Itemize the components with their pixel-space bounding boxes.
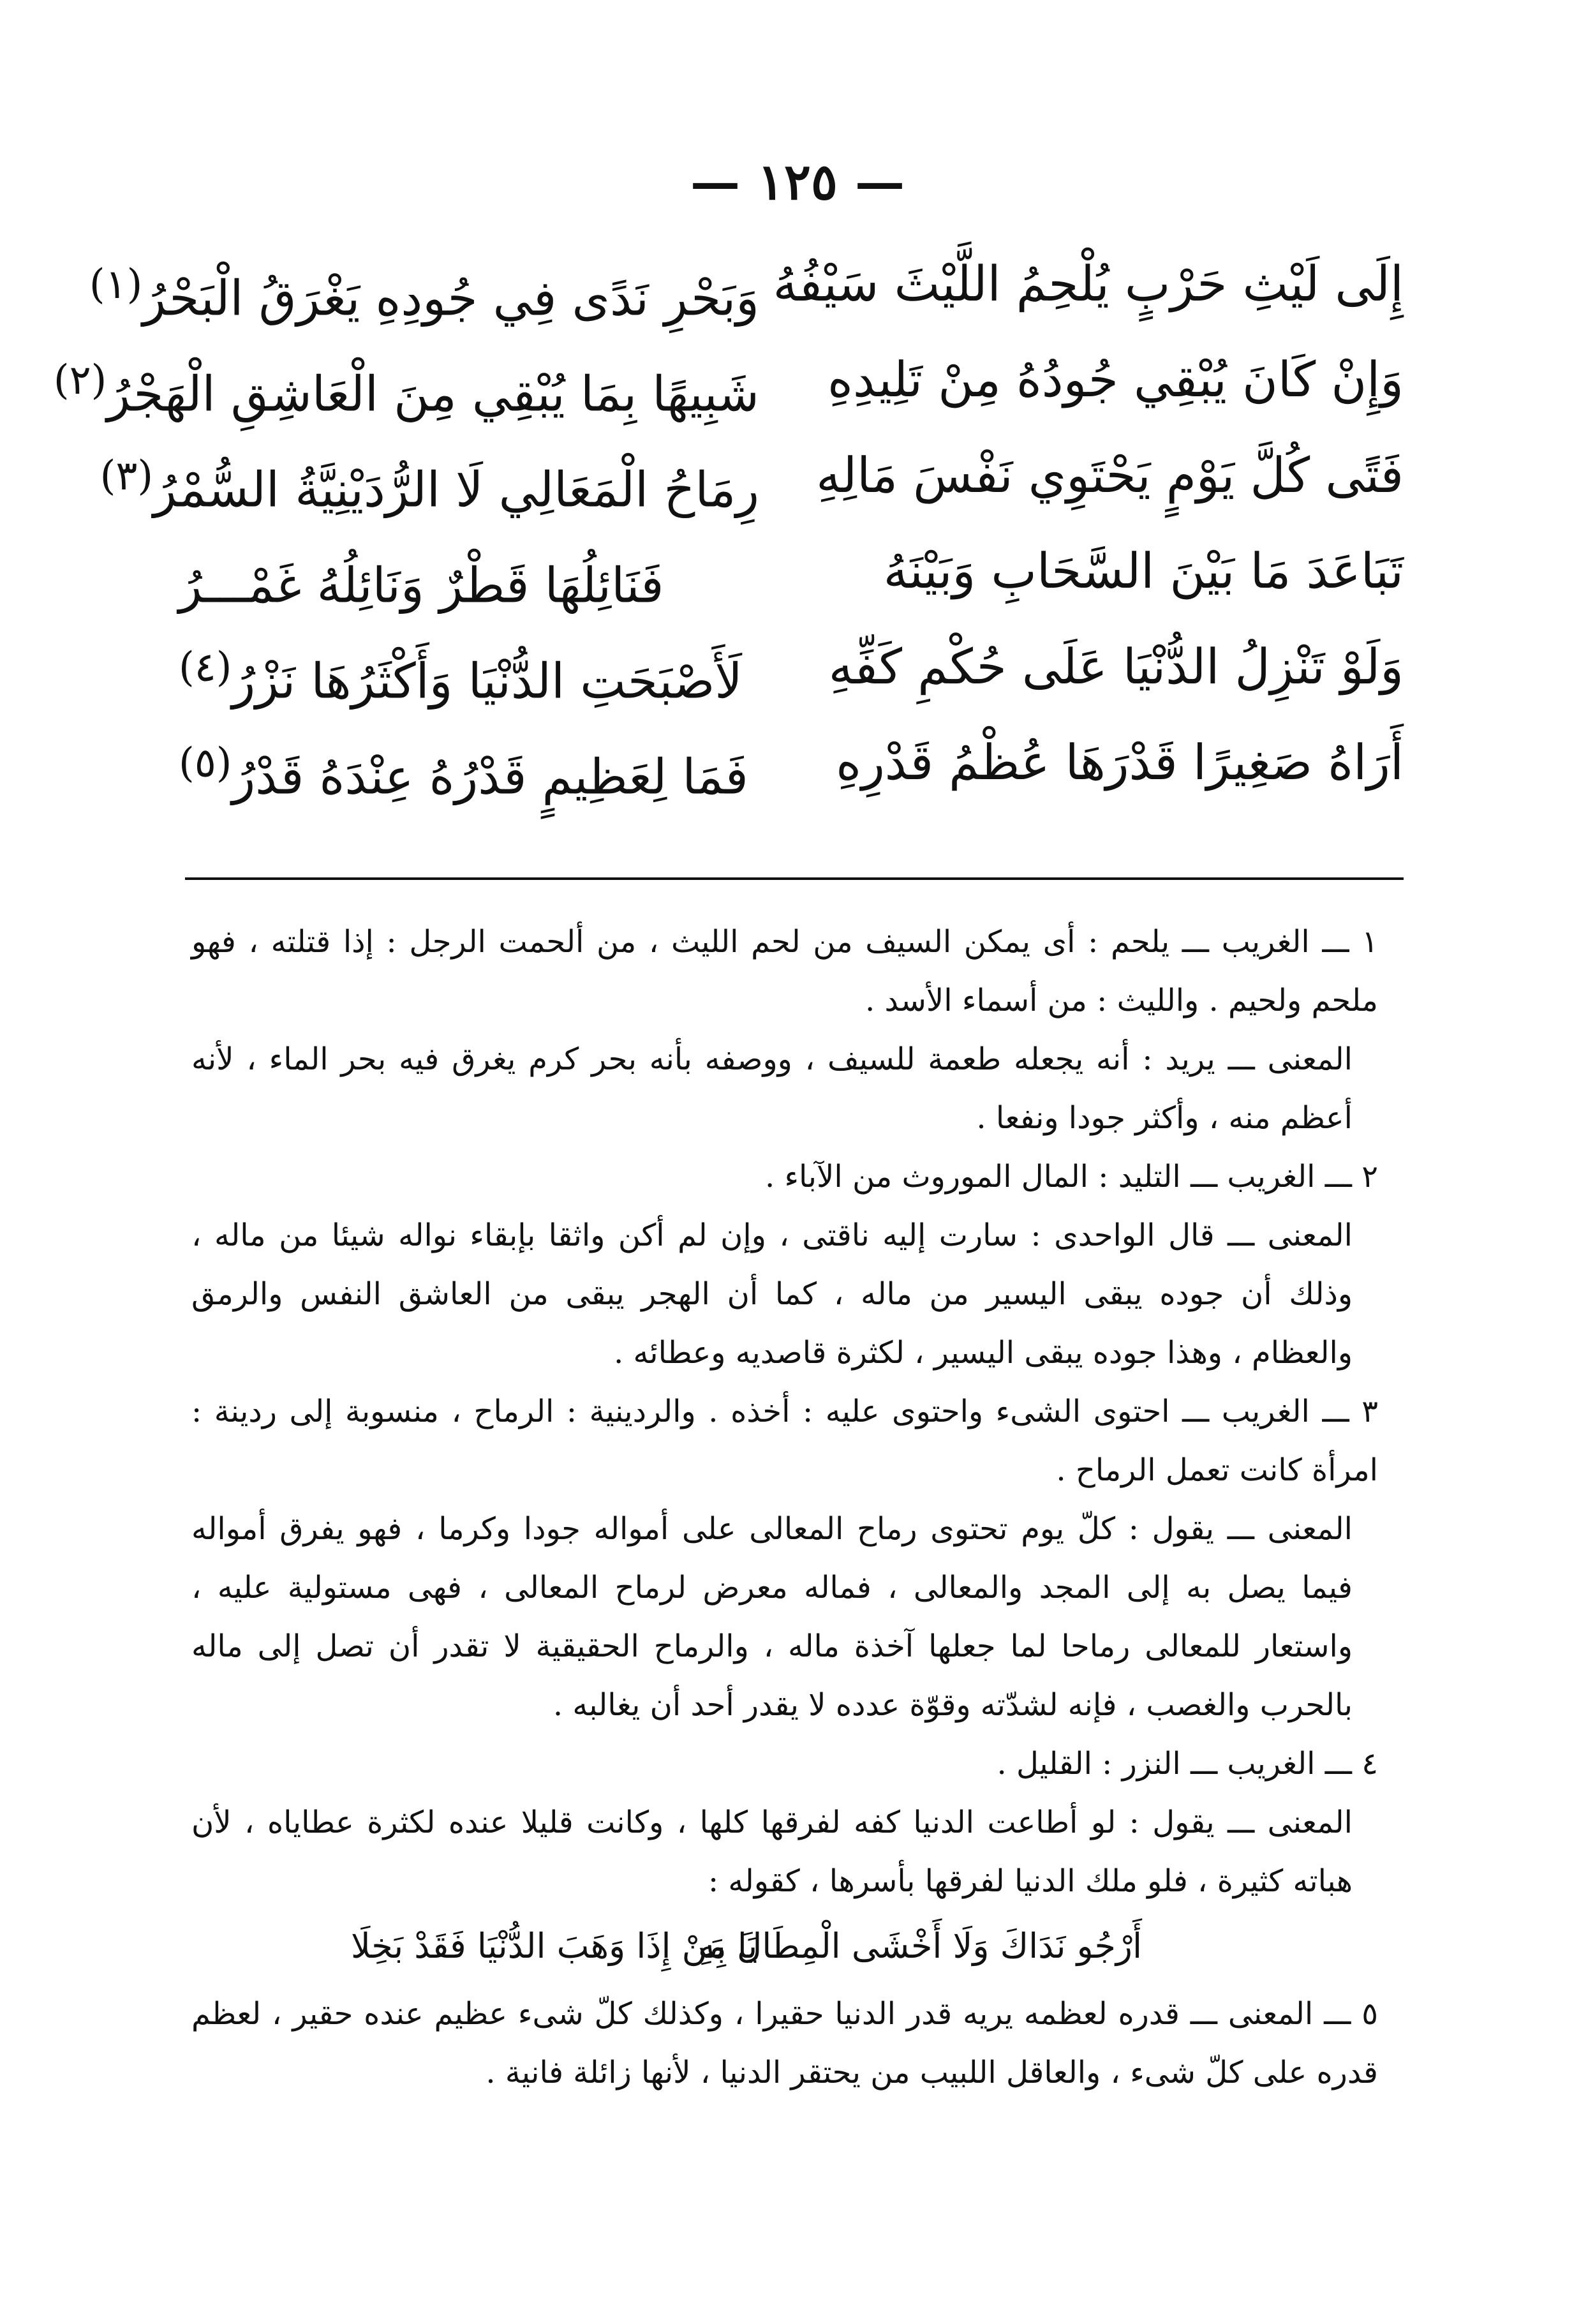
verse-first-hemistich: وَإِنْ كَانَ يُبْقِي جُودُهُ مِنْ تَلِيدِهِ (827, 351, 1404, 408)
quoted-verse-second: يَا مَنْ إِذَا وَهَبَ الدُّنْيَا فَقَدْ بَخِلَا (351, 1926, 758, 1966)
verse-second-hemistich (100, 440, 759, 525)
footnote-marker: (١) (89, 260, 143, 308)
verse-first-hemistich: إِلَى لَيْثِ حَرْبٍ يُلْحِمُ اللَّيْثَ سَيْفُهُ (773, 255, 1404, 312)
note-4-gharib: ٤ ـــ الغريب ـــ النزر : القليل . (997, 1746, 1378, 1782)
verse-second-text: وَبَحْرِ نَدًى فِي جُودِهِ يَغْرَقُ الْبَحْرُ (142, 269, 759, 327)
verse-first-hemistich: تَبَاعَدَ مَا بَيْنَ السَّحَابِ وَبَيْنَهُ (883, 542, 1404, 599)
footnote-marker: (٢) (53, 356, 107, 403)
verse (179, 530, 1404, 625)
verse-second-hemistich (89, 249, 759, 333)
note-4-meaning: المعنى ـــ يقول : لو أطاعت الدنيا كفه لفرقها كلها ، وكانت قليلا عنده لكثرة عطاياه ، لأن هباته كثيرة ، فلو ملك الدنيا لفرقها بأسرها ، كقوله : (191, 1805, 1353, 1899)
verse-second-hemistich (179, 632, 759, 716)
footnotes (191, 912, 1378, 2102)
verse (89, 242, 1404, 338)
footnote-marker: (٣) (100, 452, 154, 499)
note-2-meaning: المعنى ـــ قال الواحدى : سارت إليه ناقتى ، وإن لم أكن واثقا بإبقاء نواله شيئا من ماله ، وذلك أن جوده يبقى اليسير من ماله ، كما أن الهجر يبقى من العاشق النفس والرمق والعظام ، وهذا جوده يبقى اليسير ، لكثرة قاصديه وعطائه . (191, 1218, 1353, 1371)
verse-first-hemistich: فَتًى كُلَّ يَوْمٍ يَحْتَوِي نَفْسَ مَالِهِ (816, 447, 1404, 503)
note-3-meaning: المعنى ـــ يقول : كلّ يوم تحتوى رماح المعالى على أمواله جودا وكرما ، فهو يفرق أمواله فيما يصل به إلى المجد والمعالى ، فماله معرض لرماح المعالى ، فهى مستولية عليه ، واستعار للمعالى رماحا لما جعلها آخذة ماله ، والرماح الحقيقية لا تقدر أن تصل إلى ماله بالحرب والغصب ، فإنه لشدّته وقوّة عدده لا يقدر أحد أن يغالبه . (191, 1511, 1353, 1723)
verse (53, 338, 1404, 434)
note-3-gharib: ٣ ـــ الغريب ـــ احتوى الشىء واحتوى عليه : أخذه . والردينية : الرماح ، منسوبة إلى ردينة : امرأة كانت تعمل الرماح . (191, 1394, 1378, 1488)
footnote-divider (185, 877, 1404, 880)
note-5-meaning: ٥ ـــ المعنى ـــ قدره لعظمه يريه قدر الدنيا حقيرا ، وكذلك كلّ شىء عظيم عنده حقير ، لعظم قدره على كلّ شىء ، والعاقل اللبيب من يحتقر الدنيا ، لأنها زائلة فانية . (191, 1996, 1378, 2090)
verse (100, 434, 1404, 530)
verse-second-hemistich (179, 727, 759, 812)
note-1-meaning: المعنى ـــ يريد : أنه يجعله طعمة للسيف ، ووصفه بأنه بحر كرم يغرق فيه بحر الماء ، لأنه أعظم منه ، وأكثر جودا ونفعا . (191, 1041, 1353, 1136)
footnote-marker: (٥) (179, 739, 232, 786)
note-1-gharib: ١ ـــ الغريب ـــ يلحم : أى يمكن السيف من لحم الليث ، من ألحمت الرجل : إذا قتلته ، فهو ملحم ولحيم . والليث : من أسماء الأسد . (191, 924, 1379, 1018)
verse (179, 721, 1404, 817)
verse-second-text: فَنَائِلُهَا قَطْرٌ وَنَائِلُهُ غَمْـــرُ (179, 556, 664, 614)
footnote-marker: (٤) (179, 643, 232, 690)
verse-second-text: لَأَصْبَحَتِ الدُّنْيَا وَأَكْثَرُهَا نَزْرُ (232, 652, 743, 710)
page-number: — ١٢٥ — (690, 153, 905, 211)
verse-second-hemistich (179, 536, 759, 620)
poem (53, 242, 1404, 817)
verse-second-text: رِمَاحُ الْمَعَالِي لَا الرُّدَيْنِيَّةُ السُّمْرُ (153, 461, 759, 518)
verse-first-hemistich: وَلَوْ تَنْزِلُ الدُّنْيَا عَلَى حُكْمِ كَفِّهِ (828, 638, 1404, 695)
verse-second-text: شَبِيهًا بِمَا يُبْقِي مِنَ الْعَاشِقِ الْهَجْرُ (107, 365, 759, 422)
verse-second-hemistich (53, 345, 759, 429)
verse (179, 625, 1404, 721)
quoted-verse-first: أَرْجُو نَدَاكَ وَلَا أَخْشَى الْمِطَالَ بِهِ (697, 1926, 1142, 1966)
verse-first-hemistich: أَرَاهُ صَغِيرًا قَدْرَهَا عُظْمُ قَدْرِهِ (836, 734, 1404, 791)
note-2-gharib: ٢ ـــ الغريب ـــ التليد : المال الموروث من الآباء . (764, 1159, 1378, 1195)
quoted-verse (191, 1916, 1378, 1979)
verse-second-text: فَمَا لِعَظِيمٍ قَدْرُهُ عِنْدَهُ قَدْرُ (232, 748, 748, 805)
